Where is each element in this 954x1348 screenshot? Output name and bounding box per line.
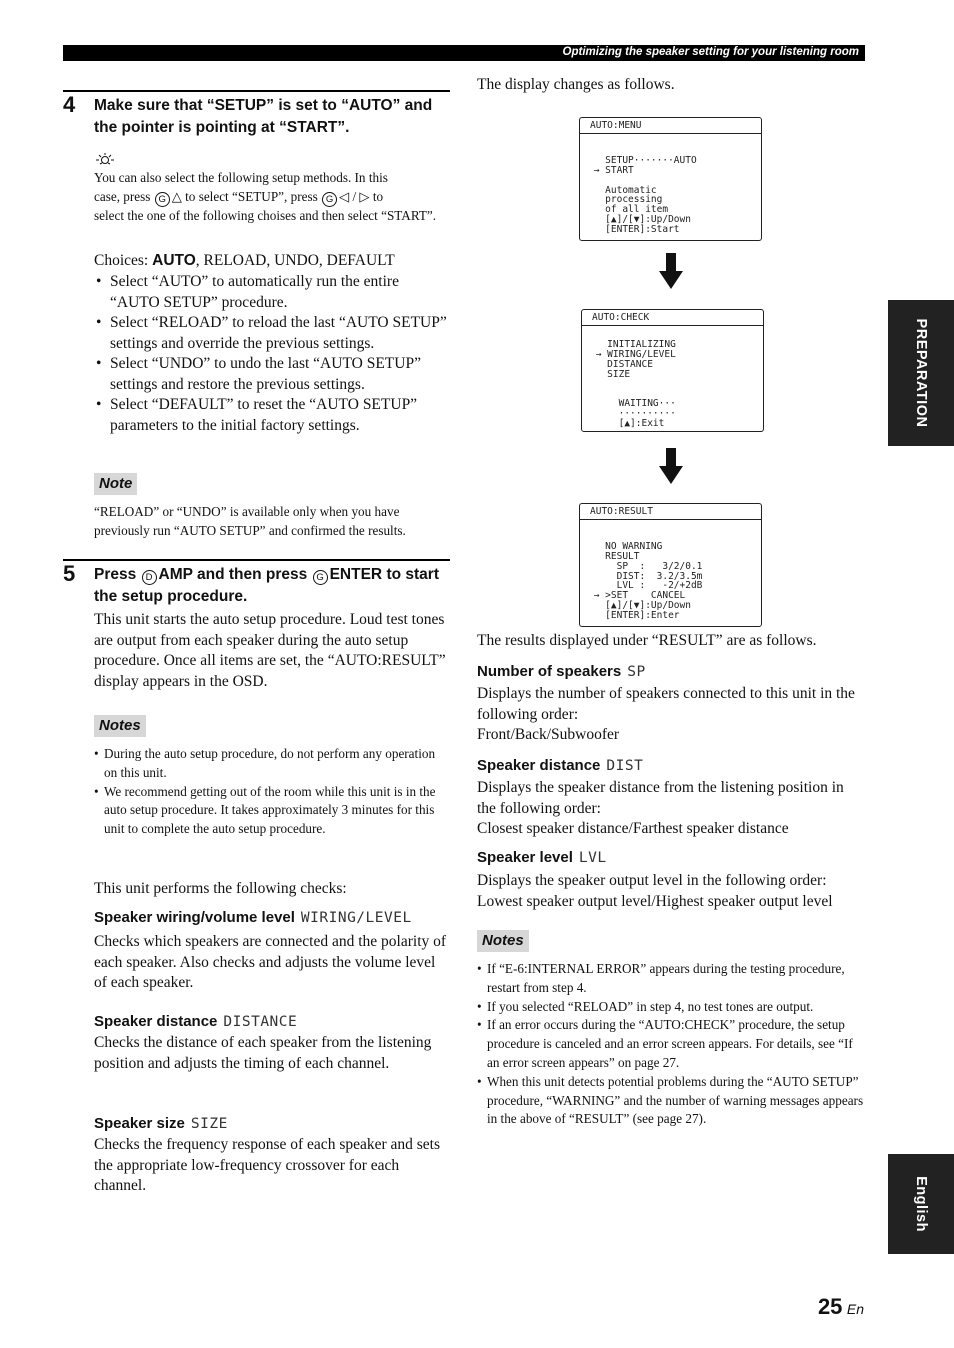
step4-title: Make sure that “SETUP” is set to “AUTO” and the pointer is pointing at “START”. xyxy=(94,97,433,136)
choices-rest: , RELOAD, UNDO, DEFAULT xyxy=(195,252,395,269)
list-item: • If an error occurs during the “AUTO:CHECK” procedure, the setup procedure is canceled and an error screen appears. For details, see “If an error screen appears” on page 27. xyxy=(477,1016,865,1072)
check-heading-distance xyxy=(94,1012,297,1032)
osd-auto-menu xyxy=(579,117,762,241)
result-desc: Displays the number of speakers connected to this unit in the following order: xyxy=(477,685,855,723)
check-code: SIZE xyxy=(190,1116,228,1132)
result-desc: Displays the speaker distance from the listening position in the following order: xyxy=(477,779,844,817)
step5-rule xyxy=(63,559,450,561)
step5-press: Press xyxy=(94,566,137,583)
notes-label: Notes xyxy=(94,715,146,737)
result-desc-distance xyxy=(477,778,865,840)
tip-line2 xyxy=(94,188,450,207)
check-desc-distance: Checks the distance of each speaker from the listening position and adjusts the timing of each channel. xyxy=(94,1034,432,1072)
step5-body: This unit starts the auto setup procedure. Loud test tones are output from each speaker during the auto setup procedure. Once all items are set, the “AUTO:RESULT” display appears in the OSD. xyxy=(94,611,446,690)
page-number: 25 xyxy=(817,1294,843,1319)
remote-key-g-icon: G xyxy=(322,192,337,207)
side-tab-preparation xyxy=(888,300,954,446)
tip-line1: You can also select the following setup methods. In this xyxy=(94,170,388,185)
result-extra: Closest speaker distance/Farthest speaker distance xyxy=(477,820,789,837)
result-code: SP xyxy=(627,664,646,680)
check-desc-size: Checks the frequency response of each speaker and sets the appropriate low-frequency crossover for each channel. xyxy=(94,1136,441,1194)
check-code: WIRING/LEVEL xyxy=(300,910,412,926)
list-item: • Select “AUTO” to automatically run the entire “AUTO SETUP” procedure. xyxy=(94,272,450,313)
check-title: Speaker size xyxy=(94,1115,185,1132)
osd-lines: INITIALIZING → WIRING/LEVEL DISTANCE SIZE WAITING··· ·········· [▲]:Exit xyxy=(590,338,676,430)
side-tab-english-label: English xyxy=(913,1176,929,1232)
result-heading-speakers xyxy=(477,662,646,682)
step4-number: 4 xyxy=(63,92,76,117)
down-arrow-icon xyxy=(659,448,683,484)
step4-tip xyxy=(94,169,450,226)
list-item: • Select “UNDO” to undo the last “AUTO SETUP” settings and restore the previous settings. xyxy=(94,354,450,395)
remote-key-d-icon: D xyxy=(142,570,157,585)
choices-label: Choices: xyxy=(94,252,149,269)
osd-lines: NO WARNING RESULT SP : 3/2/0.1 DIST: 3.2/3.5m LVL : -2/+2dB → >SET CANCEL [▲]/[▼]:Up/Down [ENTER]:Enter xyxy=(588,540,703,622)
step5-enter-key: ENTER xyxy=(329,566,383,583)
result-title: Number of speakers xyxy=(477,663,622,680)
result-desc-speakers xyxy=(477,684,865,746)
step5-notes xyxy=(94,745,450,839)
step5-end: to start the setup procedure. xyxy=(94,566,439,605)
step5-title xyxy=(94,564,450,608)
result-extra: Lowest speaker output level/Highest speaker output level xyxy=(477,892,833,910)
check-title: Speaker distance xyxy=(94,1013,218,1030)
page-lang: En xyxy=(846,1301,864,1317)
result-code: LVL xyxy=(578,850,607,866)
results-notes xyxy=(477,960,865,1129)
list-item: • If you selected “RELOAD” in step 4, no test tones are output. xyxy=(477,998,865,1017)
step5-mid: and then press xyxy=(197,566,308,583)
tip-text-c: to xyxy=(372,188,384,204)
result-title: Speaker distance xyxy=(477,757,601,774)
list-item: • When this unit detects potential problems during the “AUTO SETUP” procedure, “WARNING” and the number of warning messages appears in the above of “RESULT” (see page 27). xyxy=(477,1073,865,1129)
display-intro: The display changes as follows. xyxy=(477,76,675,93)
checks-intro: This unit performs the following checks: xyxy=(94,880,347,897)
note-label: Note xyxy=(94,473,137,495)
step5-amp-key: AMP xyxy=(158,566,193,583)
result-desc-level xyxy=(477,871,865,912)
side-tab-english xyxy=(888,1154,954,1254)
osd-auto-check xyxy=(581,309,764,432)
remote-key-g-icon: G xyxy=(313,570,328,585)
result-extra: Front/Back/Subwoofer xyxy=(477,726,620,743)
step4-bullets xyxy=(94,272,450,436)
result-desc: Displays the speaker output level in the following order: xyxy=(477,872,827,889)
choices-auto: AUTO xyxy=(152,252,196,269)
list-item: • Select “DEFAULT” to reset the “AUTO SETUP” parameters to the initial factory settings. xyxy=(94,395,450,436)
result-heading-distance xyxy=(477,756,643,776)
left-right-arrow-icon: ◁ / ▷ xyxy=(339,188,370,204)
tip-text-a: case, press xyxy=(94,188,151,204)
check-title: Speaker wiring/volume level xyxy=(94,909,295,926)
result-title: Speaker level xyxy=(477,849,573,866)
osd-auto-result xyxy=(579,503,762,627)
check-code: DISTANCE xyxy=(223,1014,298,1030)
step5-number: 5 xyxy=(63,561,76,586)
list-item: • Select “RELOAD” to reload the last “AUTO SETUP” settings and override the previous settings. xyxy=(94,313,450,354)
remote-key-g-icon: G xyxy=(155,192,170,207)
check-heading-size xyxy=(94,1114,228,1134)
check-desc-wiring: Checks which speakers are connected and the polarity of each speaker. Also checks and adjusts the volume level of each speaker. xyxy=(94,933,447,991)
tip-line3: select the one of the following choises and then select “START”. xyxy=(94,207,437,223)
step4-rule xyxy=(63,90,450,92)
osd-lines: SETUP·······AUTO → START Automatic processing of all item [▲]/[▼]:Up/Down [ENTER]:Start xyxy=(588,154,697,236)
header-bar xyxy=(63,45,865,61)
down-arrow-icon xyxy=(659,253,683,289)
page-footer xyxy=(818,1294,864,1320)
osd-title: AUTO:RESULT xyxy=(580,504,761,520)
results-notes-label: Notes xyxy=(477,930,529,952)
list-item: • We recommend getting out of the room while this unit is in the auto setup procedure. It takes approximately 3 minutes for this unit to complete the auto setup procedure. xyxy=(94,783,450,839)
note-text: “RELOAD” or “UNDO” is available only when you have previously run “AUTO SETUP” and confirmed the results. xyxy=(94,504,406,538)
osd-title: AUTO:MENU xyxy=(580,118,761,134)
result-heading-level xyxy=(477,848,607,868)
header-title: Optimizing the speaker setting for your listening room xyxy=(562,46,859,58)
tip-text-b: to select “SETUP”, press xyxy=(185,188,318,204)
lightbulb-tip-icon xyxy=(94,152,116,166)
check-heading-wiring xyxy=(94,908,412,928)
side-tab-preparation-label: PREPARATION xyxy=(913,318,929,428)
list-item: • During the auto setup procedure, do not perform any operation on this unit. xyxy=(94,745,450,783)
list-item: • If “E-6:INTERNAL ERROR” appears during the testing procedure, restart from step 4. xyxy=(477,960,865,998)
up-arrow-icon: △ xyxy=(171,188,182,204)
result-code: DIST xyxy=(606,758,644,774)
osd-title: AUTO:CHECK xyxy=(582,310,763,326)
results-intro: The results displayed under “RESULT” are as follows. xyxy=(477,632,817,649)
choices-line xyxy=(94,251,450,272)
